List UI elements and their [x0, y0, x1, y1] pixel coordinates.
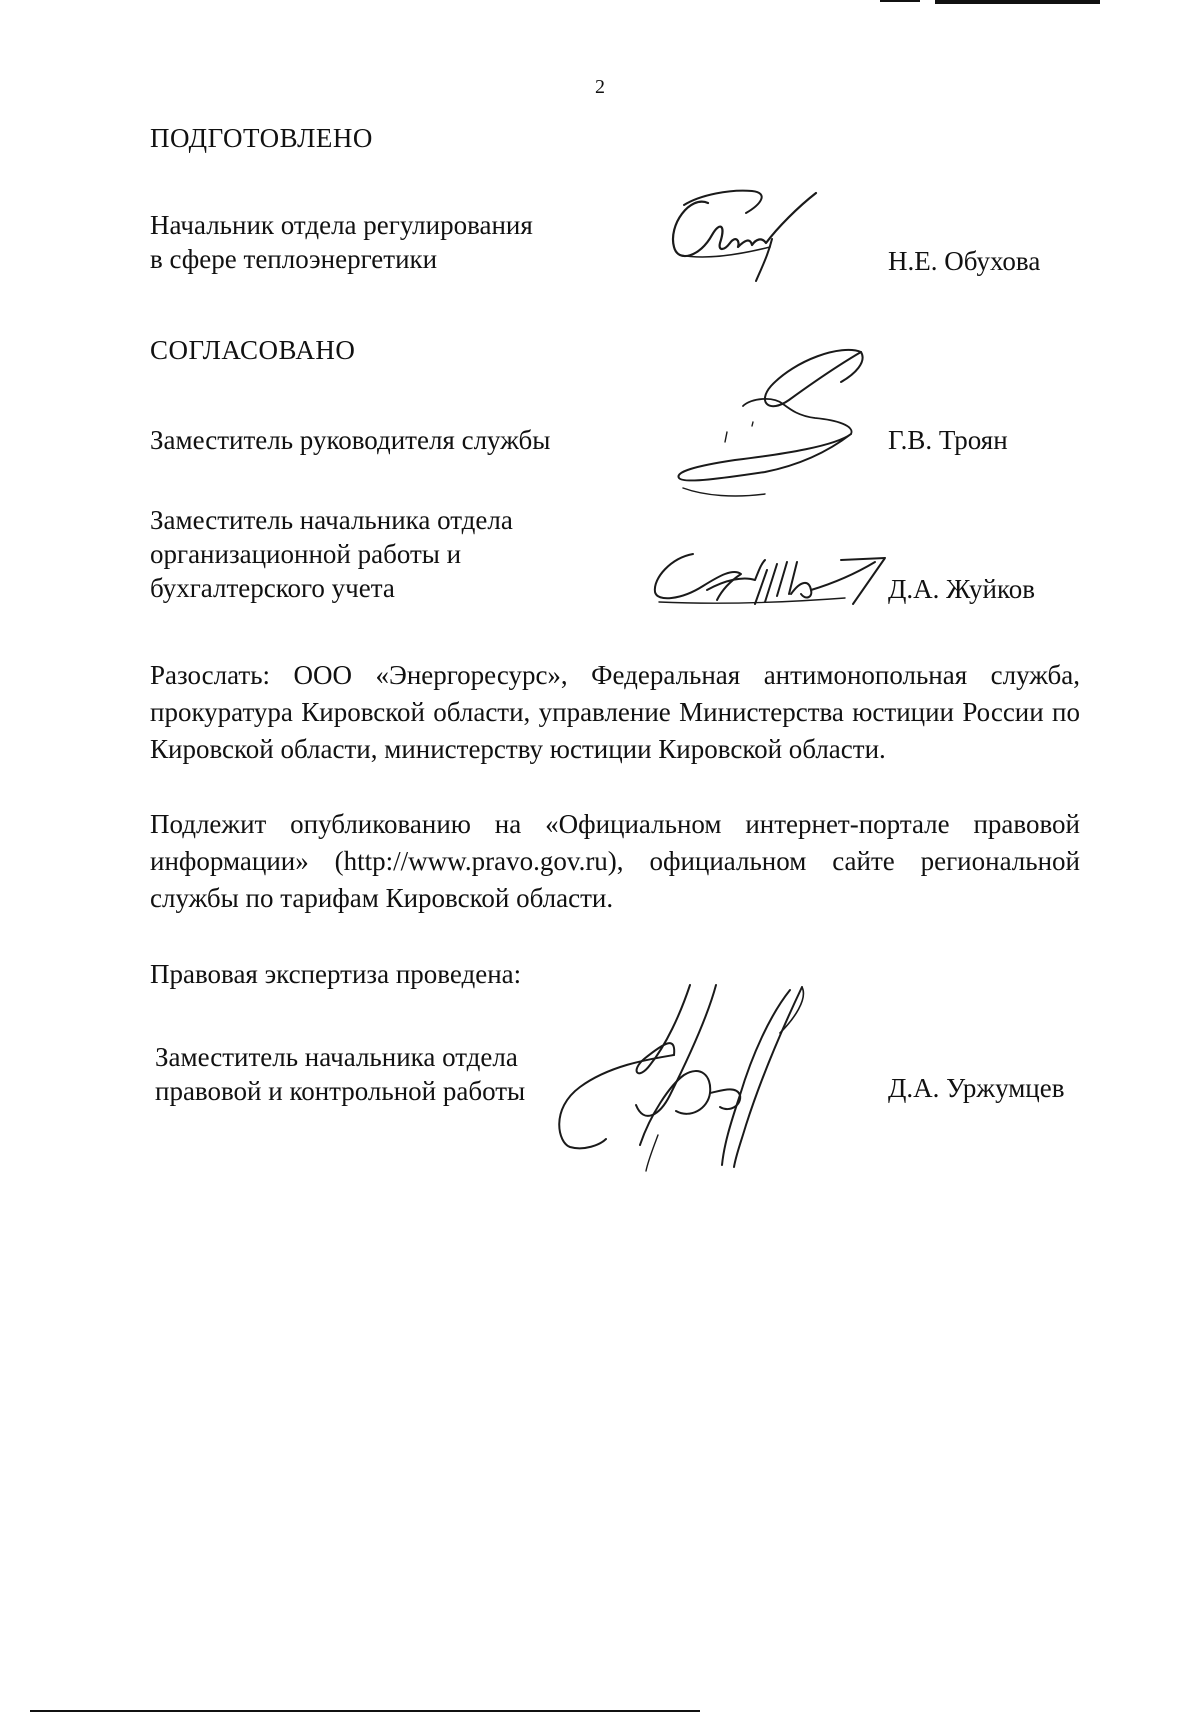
publication-paragraph: Подлежит опубликованию на «Официальном интернет-портале правовой информации» (http://www.pravo.gov.ru), официальном сайте региональной службы по тарифам Кировской области.	[150, 809, 1080, 913]
scan-edge-mark-top-small	[880, 0, 920, 2]
legal-review-name: Д.А. Уржумцев	[888, 1073, 1065, 1103]
agreed-signer-2-position-line: бухгалтерского учета	[150, 573, 395, 603]
legal-review-position-line: Заместитель начальника отдела	[155, 1042, 518, 1072]
agreed-heading: СОГЛАСОВАНО	[150, 335, 356, 365]
legal-review-heading: Правовая экспертиза проведена:	[150, 959, 522, 989]
distribution-paragraph: Разослать: ООО «Энергоресурс», Федеральная антимонопольная служба, прокуратура Кировской области, управление Министерства юстиции России по Кировской области, министерству юстиции Кировской области.	[150, 660, 1080, 764]
legal-review-position	[155, 1040, 525, 1108]
prepared-name: Н.Е. Обухова	[888, 246, 1041, 276]
signature-obukhova	[660, 185, 830, 285]
scan-edge-mark-bottom	[30, 1710, 700, 1712]
agreed-signer-2-position-line: организационной работы и	[150, 539, 462, 569]
signature-urzhumtsev	[540, 975, 870, 1175]
legal-review-position-line: правовой и контрольной работы	[155, 1076, 526, 1106]
prepared-position-line: Начальник отдела регулирования	[150, 210, 533, 240]
prepared-position-line: в сфере теплоэнергетики	[150, 244, 438, 274]
agreed-signer-2-position	[150, 503, 513, 605]
agreed-signer-2-position-line: Заместитель начальника отдела	[150, 505, 513, 535]
prepared-position	[150, 208, 533, 276]
signature-zhuikov	[645, 540, 895, 620]
prepared-heading: ПОДГОТОВЛЕНО	[150, 123, 373, 153]
agreed-signer-1-name: Г.В. Троян	[888, 425, 1008, 455]
agreed-signer-2-name: Д.А. Жуйков	[888, 574, 1035, 604]
agreed-signer-1-position-line: Заместитель руководителя службы	[150, 425, 551, 455]
agreed-signer-1-position	[150, 423, 550, 457]
signature-troyan	[665, 338, 880, 508]
page-number: 2	[595, 76, 605, 98]
scan-edge-mark-top	[935, 0, 1100, 4]
